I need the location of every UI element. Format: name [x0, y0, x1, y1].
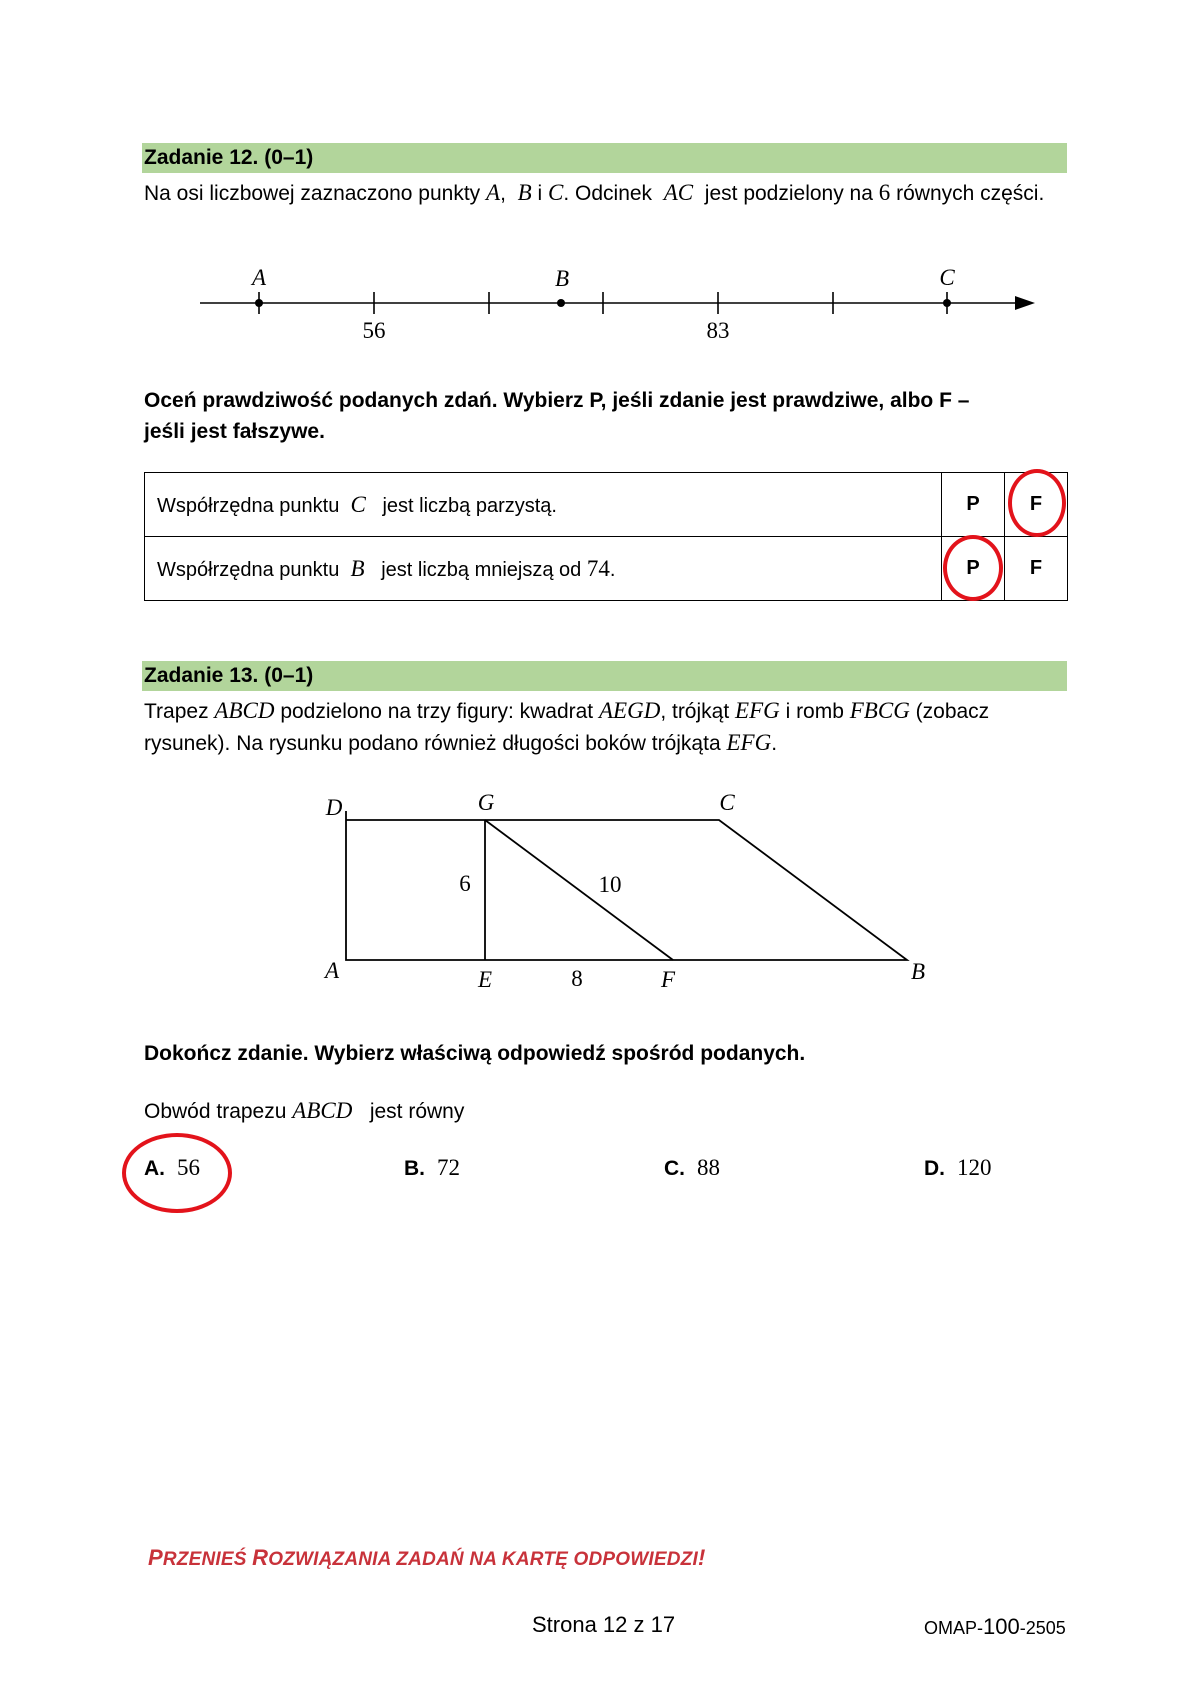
statement-2-f-option[interactable]: F — [1005, 537, 1068, 601]
point-b-dot — [557, 299, 565, 307]
vertex-f: F — [660, 967, 676, 992]
answer-circle-mark — [122, 1133, 232, 1213]
true-false-table — [144, 472, 1068, 601]
task13-header: Zadanie 13. (0–1) — [142, 661, 1067, 691]
statement-2: Współrzędna punktu B jest liczbą mniejszą od 74. — [145, 537, 942, 601]
vertex-b: B — [910, 959, 926, 984]
number-line — [0, 0, 1200, 360]
label-56: 56 — [362, 318, 386, 343]
answer-circle-mark — [943, 535, 1003, 601]
task13-instruction: Dokończ zdanie. Wybierz właściwą odpowiedź spośród podanych. — [144, 1042, 806, 1065]
trapezoid-outline — [346, 811, 907, 960]
option-a[interactable]: A. 56 — [144, 1155, 200, 1180]
option-d[interactable]: D. 120 — [924, 1155, 992, 1180]
statement-1: Współrzędna punktu C jest liczbą parzystą. — [145, 473, 942, 537]
segment-gf — [485, 820, 673, 960]
task13-intro: Trapez ABCD podzielono na trzy figury: kwadrat AEGD, trójkąt EFG i romb FBCG (zobacz rysunek). Na rysunku podano również długości boków trójkąta EFG. — [144, 698, 990, 755]
option-b[interactable]: B. 72 — [404, 1155, 460, 1180]
label-83: 83 — [706, 318, 730, 343]
trapezoid-figure — [0, 780, 1200, 1000]
vertex-d: D — [325, 795, 343, 820]
length-ge: 6 — [459, 871, 471, 896]
exam-code: OMAP-100-2505 — [924, 1614, 1066, 1639]
answer-circle-mark — [1008, 469, 1066, 537]
option-c[interactable]: C. 88 — [664, 1155, 720, 1180]
transfer-warning: PRZENIEŚ ROZWIĄZANIA ZADAŃ NA KARTĘ ODPOWIEDZI! — [148, 1545, 706, 1570]
statement-2-p-option[interactable]: P — [942, 537, 1005, 601]
vertex-a: A — [324, 958, 340, 983]
vertex-g: G — [477, 790, 495, 815]
label-c: C — [939, 265, 955, 290]
page-number: Strona 12 z 17 — [532, 1612, 676, 1637]
task12-header: Zadanie 12. (0–1) — [142, 143, 1067, 173]
label-a: A — [251, 265, 267, 290]
label-b: B — [554, 266, 570, 291]
length-gf: 10 — [598, 872, 622, 897]
statement-1-f-option[interactable]: F — [1005, 473, 1068, 537]
task12-instruction: Oceń prawdziwość podanych zdań. Wybierz P, jeśli zdanie jest prawdziwe, albo F – jeśli jest fałszywe. — [144, 389, 970, 443]
task12-intro: Na osi liczbowej zaznaczono punkty A, B i C. Odcinek AC jest podzielony na 6 równych części. — [144, 180, 1045, 205]
point-a-dot — [255, 299, 263, 307]
point-c-dot — [943, 299, 951, 307]
table-row — [145, 537, 1068, 601]
table-row — [145, 473, 1068, 537]
axis-arrow — [1015, 296, 1035, 310]
statement-1-p-option[interactable]: P — [942, 473, 1005, 537]
task13-stem: Obwód trapezu ABCD jest równy — [144, 1098, 465, 1123]
vertex-c: C — [719, 790, 735, 815]
vertex-e: E — [477, 967, 493, 992]
length-ef: 8 — [571, 966, 583, 991]
